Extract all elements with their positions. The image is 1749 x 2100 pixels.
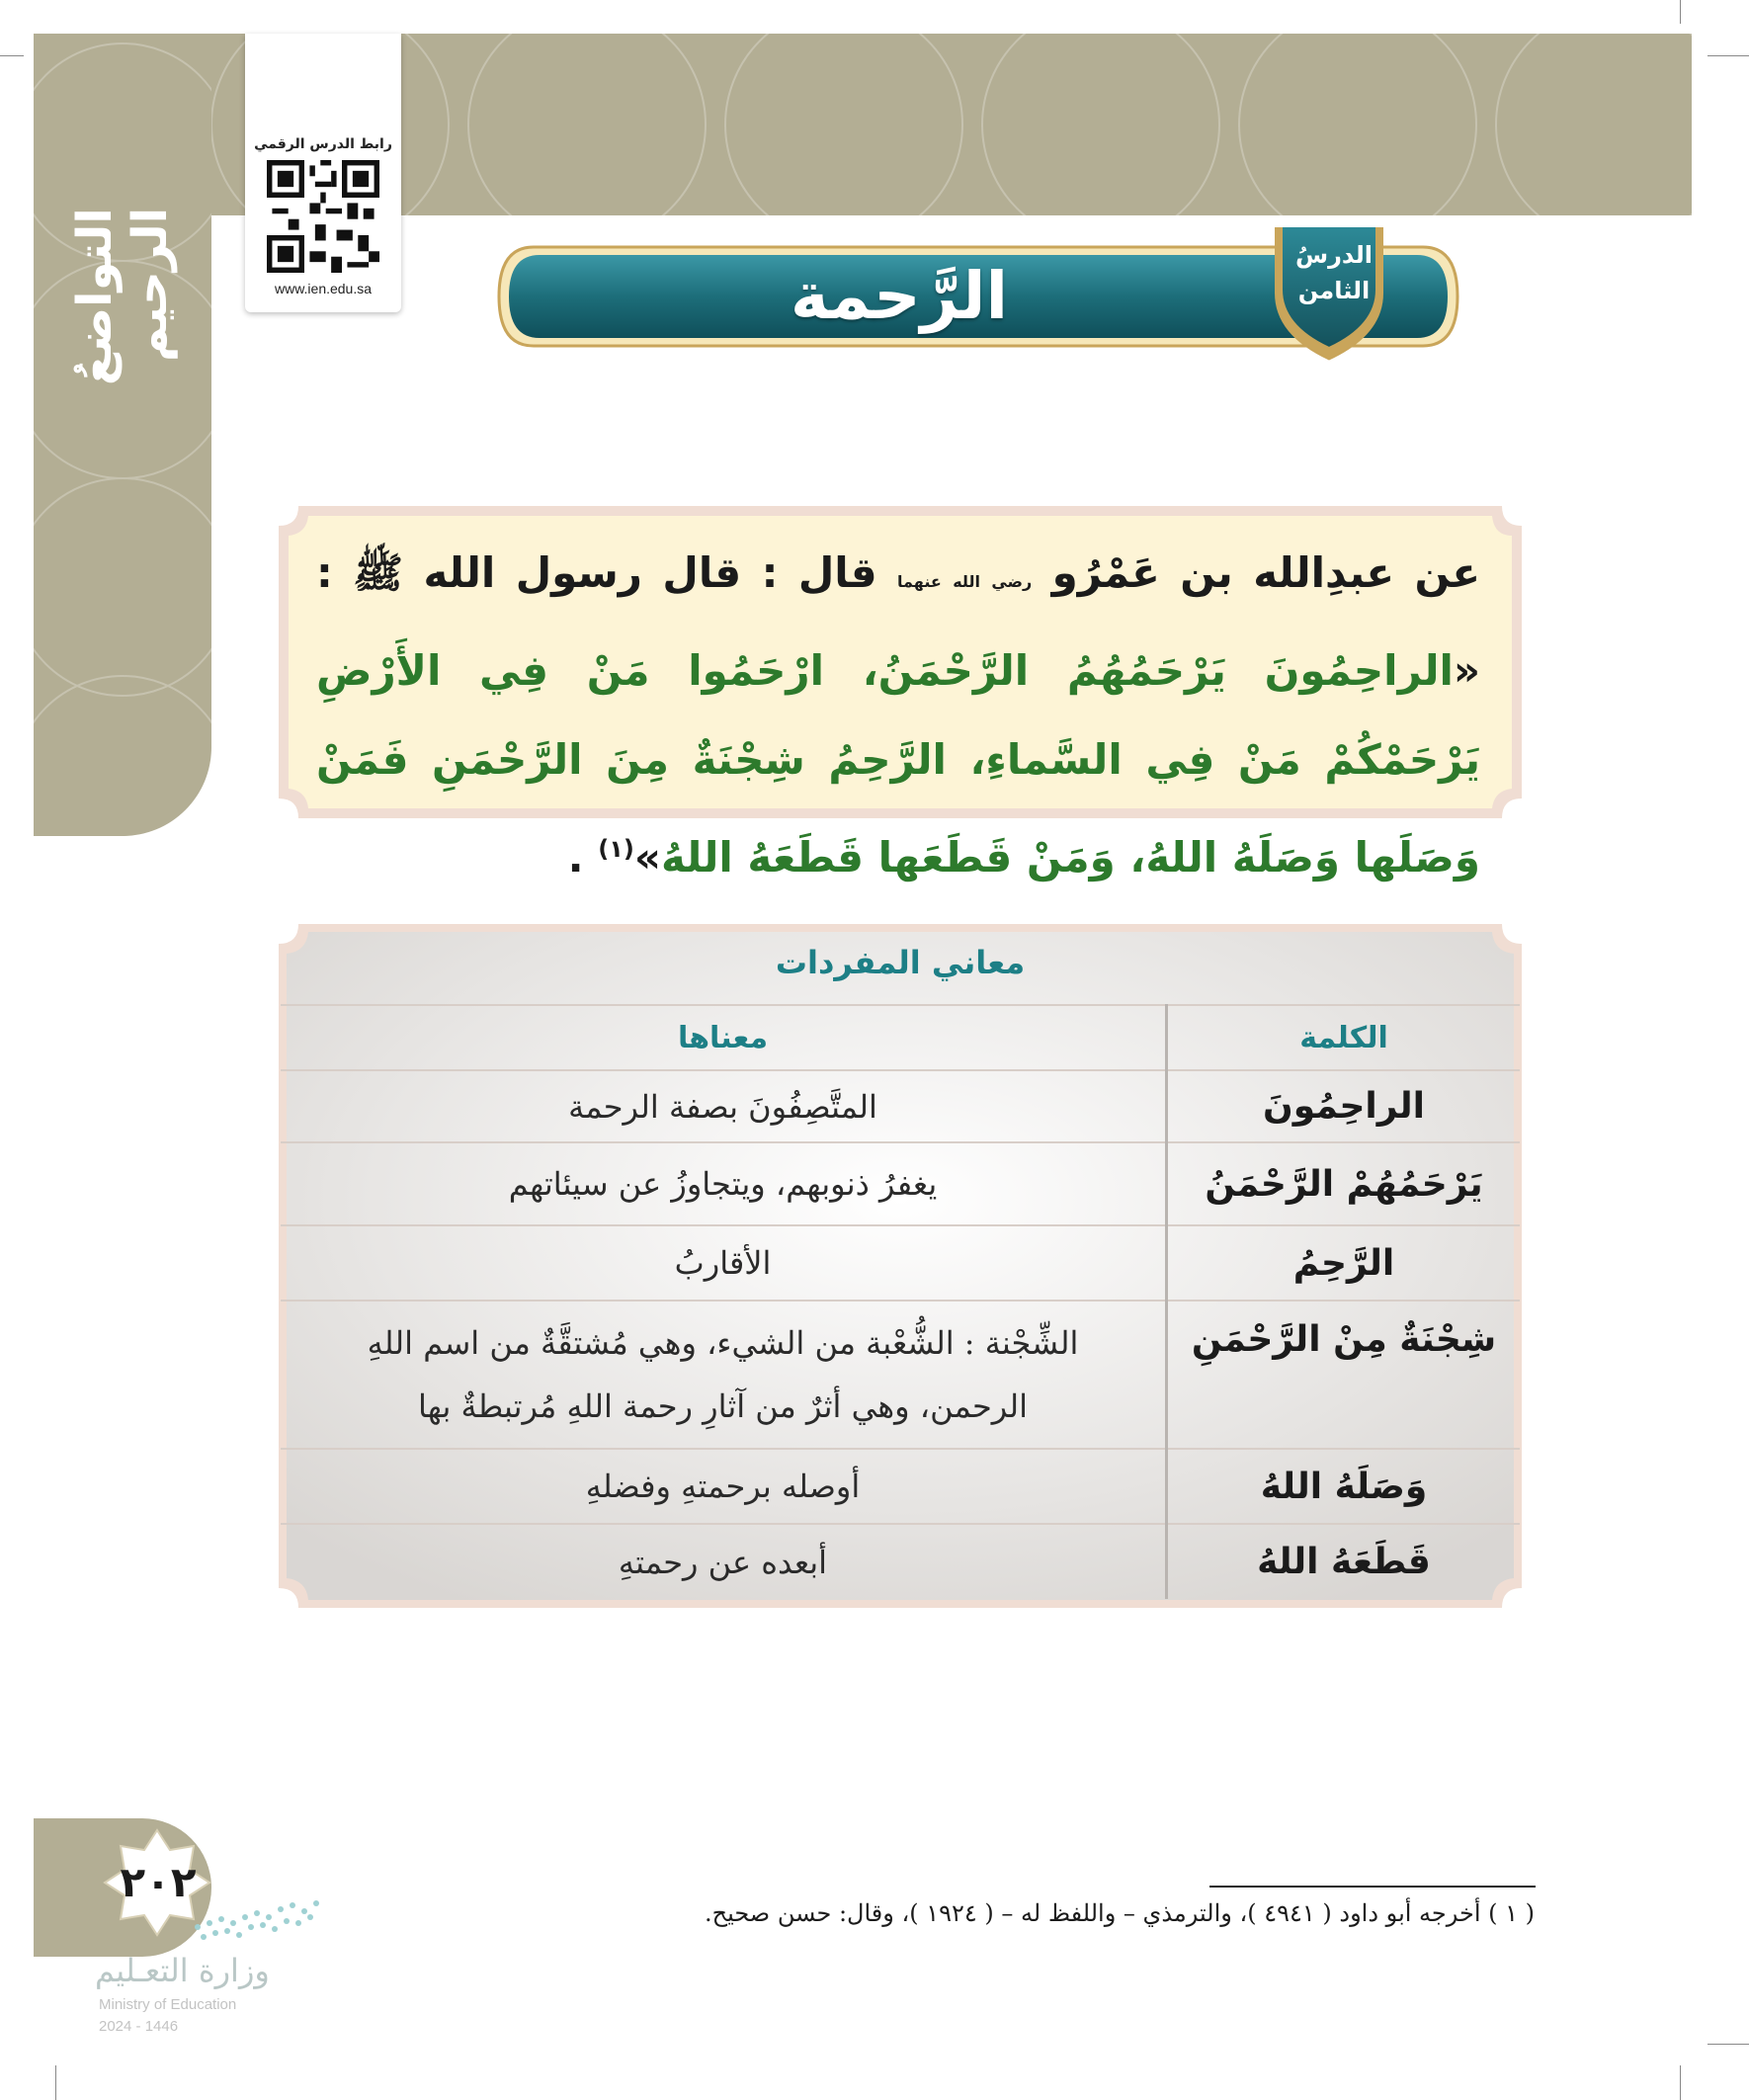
crop-mark [1680, 0, 1681, 24]
table-row [281, 1301, 1520, 1449]
ministry-name-ar: وزارة التعـليم [95, 1952, 270, 1989]
vocab-word: قَطَعَهُ اللهُ [1167, 1524, 1521, 1599]
vocab-meaning: يغفرُ ذنوبهم، ويتجاوزُ عن سيئاتهم [281, 1142, 1167, 1225]
footnote-text: ( ١ ) أخرجه أبو داود ( ٤٩٤١ )، والترمذي – واللفظ له – ( ١٩٢٤ )، وقال: حسن صحيح. [704, 1899, 1535, 1927]
table-row [281, 1142, 1520, 1225]
lesson-number-badge [1275, 237, 1393, 308]
qr-code-icon[interactable] [267, 160, 379, 273]
footnote-ref[interactable]: (١) [598, 835, 634, 863]
vocab-word: الرَّحِمُ [1167, 1225, 1521, 1301]
crop-mark [0, 55, 24, 56]
col-header-word: الكلمة [1167, 1005, 1521, 1070]
lesson-title: الرَّحمة [790, 258, 1009, 334]
hadith-says: قال : قال رسول الله [423, 548, 877, 597]
vocab-meaning: المتَّصِفُونَ بصفة الرحمة [281, 1070, 1167, 1142]
hadith-text [316, 529, 1481, 882]
unit-title: التواضعُ الرحيم [67, 208, 178, 385]
ministry-name-en: Ministry of Education [99, 1996, 237, 2013]
col-header-meaning: معناها [281, 1005, 1167, 1070]
crop-mark [55, 2065, 56, 2100]
hadith-colon: : « [316, 548, 1480, 695]
table-row [281, 1070, 1520, 1142]
vocab-meaning: أبعده عن رحمتهِ [281, 1524, 1167, 1599]
vocab-word: يَرْحَمُهُمْ الرَّحْمَنُ [1167, 1142, 1521, 1225]
hadith-quote: الراحِمُونَ يَرْحَمُهُمُ الرَّحْمَنُ، ارْحَمُوا مَنْ فِي الأَرْضِ يَرْحَمْكُمْ مَنْ فِي السَّماءِ، الرَّحِمُ شِجْنَةٌ مِنَ الرَّحْمَنِ فَمَنْ وَصَلَها وَصَلَهُ اللهُ، وَمَنْ قَطَعَها قَطَعَهُ اللهُ [316, 646, 1480, 882]
crop-mark [1680, 2065, 1681, 2100]
salutation-ligature: ﷺ [353, 548, 404, 597]
qr-caption: رابط الدرس الرقمي [254, 136, 392, 152]
lesson-badge-line1: الدرسُ [1294, 241, 1374, 269]
ministry-year: 2024 - 1446 [99, 2018, 179, 2035]
page-number: ٢٠٢ [120, 1858, 197, 1906]
crop-mark [1707, 55, 1749, 56]
table-header-row [281, 1005, 1520, 1070]
vocab-heading: معاني المفردات [775, 944, 1026, 981]
crop-mark [1707, 2044, 1749, 2045]
vocab-meaning: الأقاربُ [281, 1225, 1167, 1301]
qr-card[interactable] [245, 34, 401, 312]
table-row [281, 1524, 1520, 1599]
hadith-end: . [567, 833, 599, 882]
vocab-table [281, 1004, 1520, 1599]
vocab-meaning: أوصله برحمتهِ وفضلهِ [281, 1449, 1167, 1524]
honorific-ligature: رضي الله عنهما [897, 572, 1033, 591]
table-row [281, 1225, 1520, 1301]
vocab-word: وَصَلَهُ اللهُ [1167, 1449, 1521, 1524]
table-row [281, 1449, 1520, 1524]
vocab-word: الراحِمُونَ [1167, 1070, 1521, 1142]
footnote-divider [1209, 1886, 1536, 1888]
vocab-meaning: الشِّجْنة : الشُّعْبة من الشيء، وهي مُشتقَّةٌ من اسم اللهِ الرحمن، وهي أثرٌ من آثارِ رحمة اللهِ مُرتبطةٌ بها [281, 1301, 1167, 1449]
vocab-word: شِجْنَةٌ مِنْ الرَّحْمَنِ [1167, 1301, 1521, 1449]
hadith-intro: عن عبدِالله بن عَمْرُو [1051, 548, 1481, 597]
qr-url[interactable]: www.ien.edu.sa [274, 281, 373, 296]
hadith-closing: » [633, 833, 661, 882]
lesson-badge-line2: الثامن [1297, 277, 1371, 304]
ministry-logo-icon [188, 1897, 326, 1947]
